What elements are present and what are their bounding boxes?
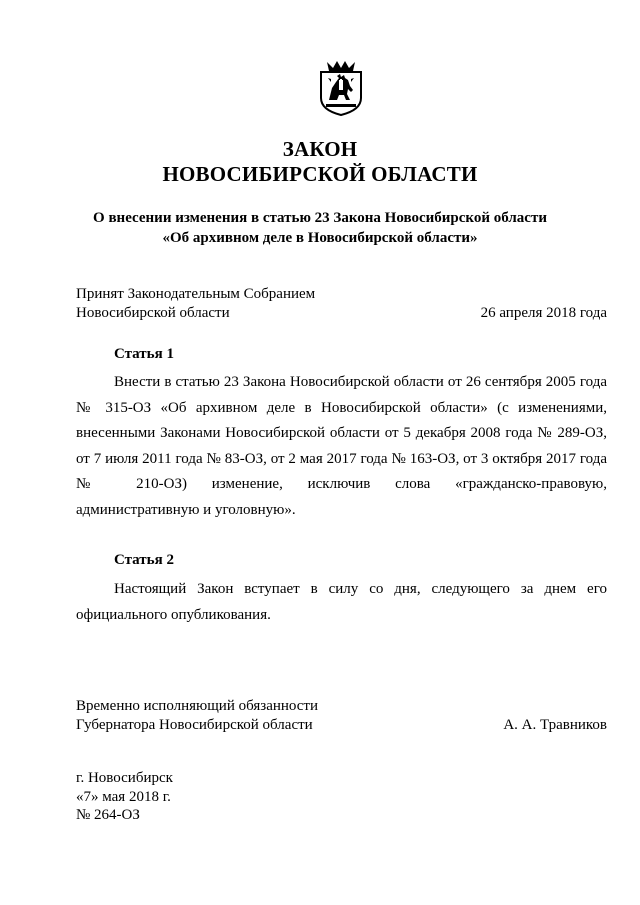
article-1-heading: Статья 1 [114, 346, 174, 362]
signatory-title-line1: Временно исполняющий обязанности [76, 698, 319, 714]
doc-subtitle-line2: «Об архивном деле в Новосибирской области» [162, 230, 478, 246]
article-1-text: Внести в статью 23 Закона Новосибирской области от 26 сентября 2005 года № 315-ОЗ «Об архивном деле в Новосибирской области» (с изменениями, внесенными Законами Новосибирской области от 5 декабря 2008 года № 289-ОЗ, от 7 июля 2011 года № 83-ОЗ, от 2 мая 2017 года № 163-ОЗ, от 3 октября 2017 года № 210-ОЗ) изменение, исключив слова «гражданско-правовую, административную и уголовную». [76, 374, 607, 518]
adoption-date: 26 апреля 2018 года [480, 305, 607, 321]
signatory-name: А. А. Травников [503, 717, 607, 733]
place-of-signing: г. Новосибирск [76, 770, 173, 786]
article-2-text: Настоящий Закон вступает в силу со дня, следующего за днем его официального опубликования. [76, 581, 607, 623]
signing-date: «7» мая 2018 г. [76, 789, 171, 805]
adoption-line2: Новосибирской области [76, 305, 230, 321]
adoption-line1: Принят Законодательным Собранием [76, 286, 316, 302]
signatory-title-line2: Губернатора Новосибирской области [76, 717, 313, 733]
article-2-heading: Статья 2 [114, 552, 174, 568]
doc-title-line2: НОВОСИБИРСКОЙ ОБЛАСТИ [162, 162, 478, 186]
doc-subtitle-line1: О внесении изменения в статью 23 Закона Новосибирской области [93, 210, 547, 226]
law-number: № 264-ОЗ [76, 807, 140, 823]
doc-title-line1: ЗАКОН [282, 137, 358, 161]
coat-of-arms-icon [317, 58, 365, 116]
